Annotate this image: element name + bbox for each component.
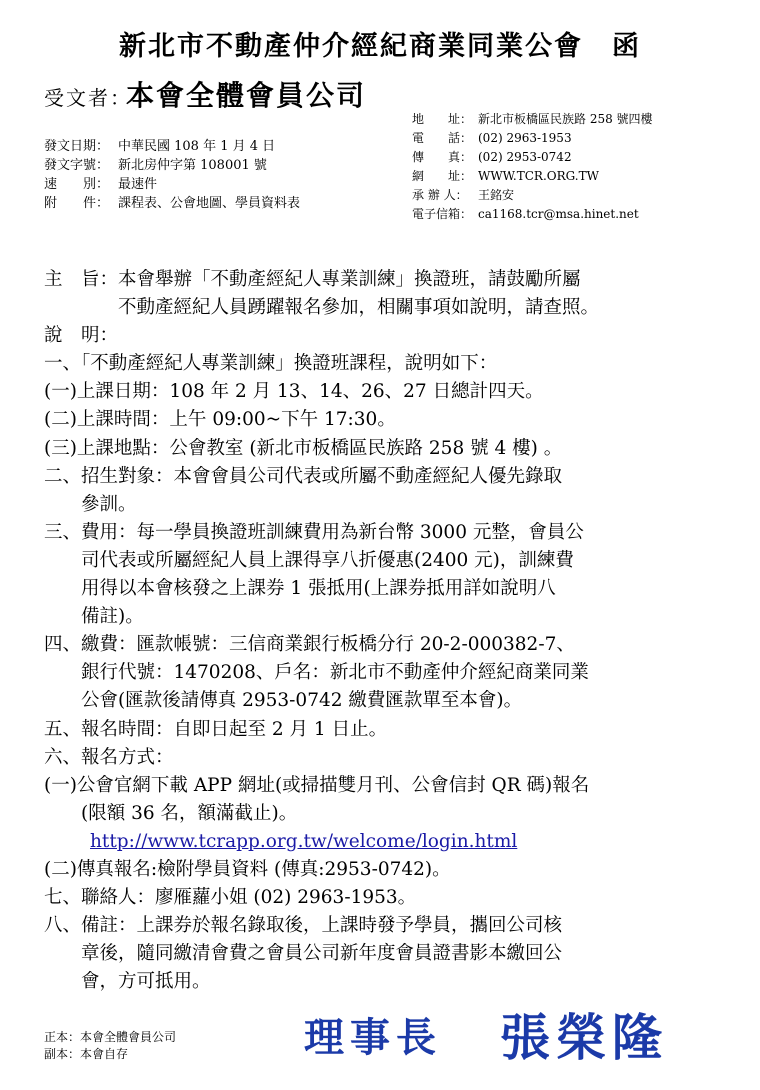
- meta-key: 附 件：: [44, 196, 110, 211]
- recipient: 本會全體會員公司: [126, 79, 367, 112]
- body-line: 司代表或所屬經紀人員上課得享八折優惠(2400 元)，訓練費: [44, 549, 574, 571]
- body-line: 公會(匯款後請傳真 2953-0742 繳費匯款單至本會)。: [44, 690, 523, 712]
- document-meta: [44, 137, 300, 213]
- body-line: (限額 36 名，額滿截止)。: [44, 802, 298, 824]
- meta-attachments: [44, 194, 300, 213]
- signature-name: 張榮隆: [500, 1009, 668, 1067]
- body-line: 四、繳費：匯款帳號：三信商業銀行板橋分行 20-2-000382-7、: [44, 634, 575, 656]
- subject-line: 主 旨：本會舉辦「不動產經紀人專業訓練」換證班，請鼓勵所屬: [44, 269, 581, 290]
- meta-key: 速 別：: [44, 177, 110, 192]
- body-line: 八、備註：上課券於報名錄取後，上課時發予學員，攜回公司核: [44, 915, 563, 937]
- contact-address: [412, 110, 653, 129]
- contact-key: 地 址：: [412, 112, 473, 126]
- contact-value: (02) 2953-0742: [478, 150, 572, 164]
- contact-value: 新北市板橋區民族路 258 號四樓: [478, 112, 653, 126]
- contact-value: ca1168.tcr@msa.hinet.net: [478, 207, 639, 221]
- body-line: 五、報名時間：自即日起至 2 月 1 日止。: [44, 718, 388, 740]
- contact-key: 電子信箱：: [412, 207, 473, 221]
- body-line: (二)傳真報名:檢附學員資料 (傳真:2953-0742)。: [44, 858, 451, 880]
- meta-key: 發文日期：: [44, 139, 110, 154]
- contact-key: 電 話：: [412, 131, 473, 145]
- contact-value: (02) 2963-1953: [478, 131, 572, 145]
- registration-link[interactable]: http://www.tcrapp.org.tw/welcome/login.html: [90, 830, 518, 852]
- sender-contact: [412, 110, 653, 224]
- body-line: 備註)。: [44, 606, 144, 628]
- document-title: 新北市不動產仲介經紀商業同業公會 函: [119, 31, 641, 62]
- contact-email: [412, 205, 653, 224]
- body-line: 一、「不動產經紀人專業訓練」換證班課程，說明如下：: [44, 353, 498, 375]
- contact-fax: [412, 148, 653, 167]
- body-line: 參訓。: [44, 493, 137, 515]
- signature-title: 理事長: [304, 1015, 442, 1061]
- body-line: 二、招生對象：本會會員公司代表或所屬不動產經紀人優先錄取: [44, 465, 563, 487]
- body-line: (三)上課地點：公會教室 (新北市板橋區民族路 258 號 4 樓) 。: [44, 437, 563, 459]
- body-line: 用得以本會核發之上課券 1 張抵用(上課券抵用詳如說明八: [44, 578, 556, 600]
- contact-value: WWW.TCR.ORG.TW: [478, 169, 599, 183]
- body-line: (一)上課日期：108 年 2 月 13、14、26、27 日總計四天。: [44, 381, 544, 403]
- document-body: [44, 266, 599, 996]
- body-line: 會，方可抵用。: [44, 971, 211, 993]
- contact-key: 承 辦 人：: [412, 188, 468, 202]
- meta-date: [44, 137, 300, 156]
- subject-line: 不動產經紀人員踴躍報名參加，相關事項如說明，請查照。: [44, 297, 600, 319]
- meta-value: 課程表、公會地圖、學員資料表: [118, 196, 301, 211]
- body-line: (二)上課時間：上午 09:00~下午 17:30。: [44, 409, 396, 431]
- body-line: 三、費用：每一學員換證班訓練費用為新台幣 3000 元整，會員公: [44, 521, 584, 543]
- contact-handler: [412, 186, 653, 205]
- meta-key: 發文字號：: [44, 158, 110, 173]
- contact-value: 王銘安: [478, 188, 515, 202]
- meta-doc-number: [44, 156, 300, 175]
- registration-link-row: [44, 828, 599, 856]
- contact-key: 網 址：: [412, 169, 473, 183]
- contact-website: [412, 167, 653, 186]
- meta-value: 新北房仲字第 108001 號: [118, 158, 267, 173]
- distribution-list: [44, 1029, 176, 1063]
- body-line: 七、聯絡人：廖雁蘿小姐 (02) 2963-1953。: [44, 887, 417, 909]
- original-recipient: 正本：本會全體會員公司: [44, 1030, 177, 1044]
- meta-speed: [44, 175, 300, 194]
- body-line: 章後，隨同繳清會費之會員公司新年度會員證書影本繳回公: [44, 943, 563, 965]
- copy-recipient: 副本：本會自存: [44, 1047, 129, 1061]
- recipient-label: 受文者：: [44, 86, 132, 110]
- contact-phone: [412, 129, 653, 148]
- body-line: (一)公會官網下載 APP 網址(或掃描雙月刊、公會信封 QR 碼)報名: [44, 774, 590, 796]
- explanation-heading: 說 明：: [44, 325, 119, 347]
- contact-key: 傳 真：: [412, 150, 473, 164]
- meta-value: 最速件: [118, 177, 158, 192]
- body-line: 銀行代號：1470208、戶名：新北市不動產仲介經紀商業同業: [44, 662, 589, 684]
- meta-value: 中華民國 108 年 1 月 4 日: [118, 139, 276, 154]
- body-line: 六、報名方式：: [44, 746, 174, 768]
